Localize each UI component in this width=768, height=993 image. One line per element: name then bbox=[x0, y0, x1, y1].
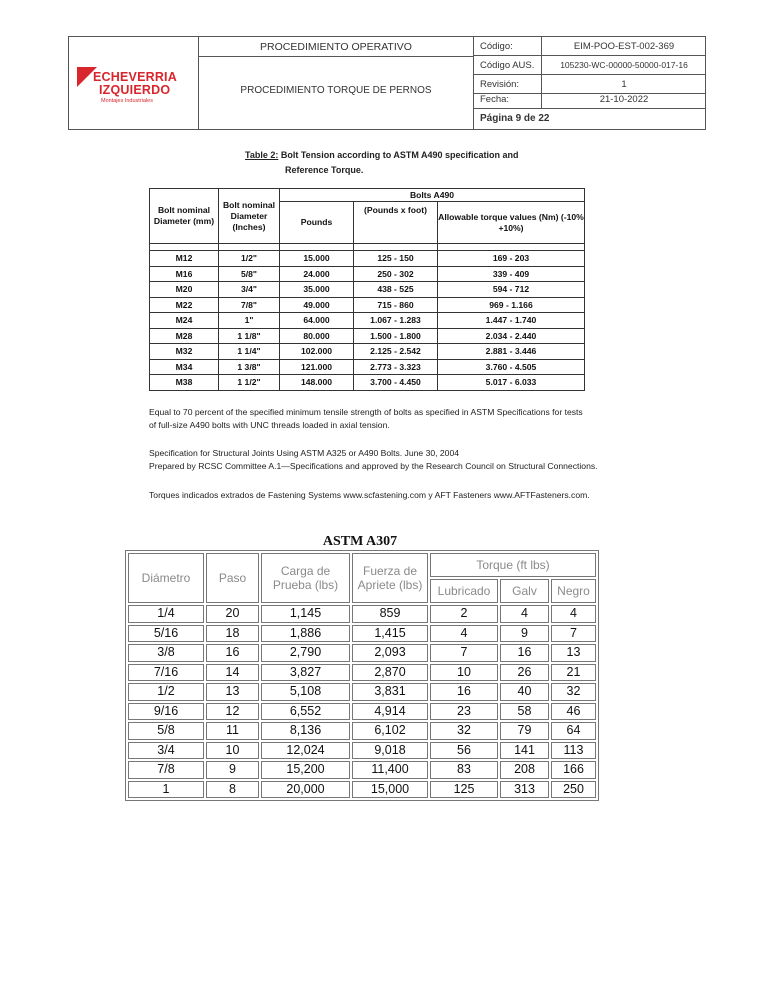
cell-paso: 9 bbox=[206, 761, 259, 779]
cell-fuerza: 9,018 bbox=[352, 742, 428, 760]
table-row bbox=[128, 742, 596, 760]
cell-paso: 10 bbox=[206, 742, 259, 760]
logo-text-line2: IZQUIERDO bbox=[99, 83, 171, 97]
cell-diametro: 1 bbox=[128, 781, 204, 799]
note-tensile-line1: Equal to 70 percent of the specified minimum tensile strength of bolts as specified in ASTM Specifications for tests bbox=[149, 407, 583, 417]
cell-negro: 7 bbox=[551, 625, 596, 643]
cell-diametro: 3/4 bbox=[128, 742, 204, 760]
cell-inches: 5/8" bbox=[219, 266, 280, 282]
cell-galv: 9 bbox=[500, 625, 549, 643]
cell-pounds-foot: 125 - 150 bbox=[354, 251, 438, 267]
cell-pounds: 64.000 bbox=[280, 313, 354, 329]
cell-paso: 11 bbox=[206, 722, 259, 740]
cell-lubricado: 16 bbox=[430, 683, 498, 701]
cell-diametro: 5/16 bbox=[128, 625, 204, 643]
cell-carga: 2,790 bbox=[261, 644, 350, 662]
cell-diametro: 9/16 bbox=[128, 703, 204, 721]
code-label: Código: bbox=[474, 37, 542, 56]
table-row bbox=[150, 282, 585, 298]
table-row bbox=[128, 781, 596, 799]
cell-mm: M22 bbox=[150, 297, 219, 313]
cell-galv: 141 bbox=[500, 742, 549, 760]
cell-negro: 4 bbox=[551, 605, 596, 623]
table-row bbox=[150, 266, 585, 282]
cell-fuerza: 3,831 bbox=[352, 683, 428, 701]
cell-negro: 13 bbox=[551, 644, 596, 662]
table-row bbox=[128, 683, 596, 701]
cell-negro: 113 bbox=[551, 742, 596, 760]
cell-allowable-torque: 2.881 - 3.446 bbox=[438, 344, 585, 360]
cell-pounds-foot: 2.125 - 2.542 bbox=[354, 344, 438, 360]
cell-carga: 1,886 bbox=[261, 625, 350, 643]
cell-fuerza: 11,400 bbox=[352, 761, 428, 779]
cell-galv: 4 bbox=[500, 605, 549, 623]
cell-diametro: 7/16 bbox=[128, 664, 204, 682]
table2-caption-label: Table 2: bbox=[245, 150, 279, 160]
cell-galv: 58 bbox=[500, 703, 549, 721]
cell-galv: 79 bbox=[500, 722, 549, 740]
cell-negro: 32 bbox=[551, 683, 596, 701]
cell-mm: M34 bbox=[150, 359, 219, 375]
cell-negro: 21 bbox=[551, 664, 596, 682]
table-row bbox=[150, 251, 585, 267]
header-torque: Torque (ft lbs) bbox=[430, 553, 596, 577]
logo-text-line1: ECHEVERRIA bbox=[93, 70, 177, 84]
cell-inches: 1 1/4" bbox=[219, 344, 280, 360]
table-row bbox=[150, 359, 585, 375]
cell-galv: 40 bbox=[500, 683, 549, 701]
cell-diametro: 1/4 bbox=[128, 605, 204, 623]
cell-pounds-foot: 1.500 - 1.800 bbox=[354, 328, 438, 344]
header-pounds-foot: (Pounds x foot) bbox=[354, 202, 438, 244]
header-diametro: Diámetro bbox=[128, 553, 204, 603]
table-a307 bbox=[125, 550, 599, 801]
cell-mm: M12 bbox=[150, 251, 219, 267]
cell-allowable-torque: 2.034 - 2.440 bbox=[438, 328, 585, 344]
header-bolts-a490: Bolts A490 bbox=[280, 189, 585, 202]
cell-lubricado: 56 bbox=[430, 742, 498, 760]
cell-paso: 12 bbox=[206, 703, 259, 721]
table-a490 bbox=[149, 188, 585, 391]
cell-inches: 3/4" bbox=[219, 282, 280, 298]
cell-pounds-foot: 3.700 - 4.450 bbox=[354, 375, 438, 391]
table-row bbox=[128, 625, 596, 643]
note-spec-line2: Prepared by RCSC Committee A.1—Specifications and approved by the Research Council on Structural Connections. bbox=[149, 461, 598, 471]
header-bolt-mm: Bolt nominal Diameter (mm) bbox=[150, 189, 219, 244]
a307-title: ASTM A307 bbox=[322, 534, 398, 549]
cell-galv: 313 bbox=[500, 781, 549, 799]
table-row bbox=[128, 644, 596, 662]
cell-diametro: 7/8 bbox=[128, 761, 204, 779]
cell-allowable-torque: 594 - 712 bbox=[438, 282, 585, 298]
cell-pounds: 102.000 bbox=[280, 344, 354, 360]
date-label: Fecha: bbox=[474, 90, 542, 109]
cell-fuerza: 6,102 bbox=[352, 722, 428, 740]
cell-carga: 6,552 bbox=[261, 703, 350, 721]
cell-allowable-torque: 5.017 - 6.033 bbox=[438, 375, 585, 391]
cell-allowable-torque: 969 - 1.166 bbox=[438, 297, 585, 313]
cell-mm: M32 bbox=[150, 344, 219, 360]
cell-diametro: 1/2 bbox=[128, 683, 204, 701]
note-tensile bbox=[149, 406, 669, 432]
cell-fuerza: 2,093 bbox=[352, 644, 428, 662]
cell-lubricado: 7 bbox=[430, 644, 498, 662]
cell-negro: 250 bbox=[551, 781, 596, 799]
cell-diametro: 3/8 bbox=[128, 644, 204, 662]
document-title: PROCEDIMIENTO TORQUE DE PERNOS bbox=[199, 57, 474, 129]
header-galv: Galv bbox=[500, 579, 549, 603]
cell-carga: 3,827 bbox=[261, 664, 350, 682]
cell-pounds: 15.000 bbox=[280, 251, 354, 267]
cell-allowable-torque: 339 - 409 bbox=[438, 266, 585, 282]
cell-pounds-foot: 2.773 - 3.323 bbox=[354, 359, 438, 375]
cell-pounds: 121.000 bbox=[280, 359, 354, 375]
revision-label: Revisión: bbox=[474, 75, 542, 94]
cell-fuerza: 4,914 bbox=[352, 703, 428, 721]
cell-inches: 1/2" bbox=[219, 251, 280, 267]
company-logo bbox=[69, 37, 199, 129]
header-allowable-torque: Allowable torque values (Nm) (-10% +10%) bbox=[438, 202, 585, 244]
code-value: EIM-POO-EST-002-369 bbox=[542, 37, 706, 56]
cell-carga: 20,000 bbox=[261, 781, 350, 799]
cell-galv: 208 bbox=[500, 761, 549, 779]
cell-negro: 166 bbox=[551, 761, 596, 779]
table-row bbox=[128, 664, 596, 682]
table-row bbox=[128, 605, 596, 623]
table-row bbox=[150, 344, 585, 360]
date-value: 21-10-2022 bbox=[542, 90, 706, 109]
table-row bbox=[150, 297, 585, 313]
header-bolt-inches: Bolt nominal Diameter (Inches) bbox=[219, 189, 280, 244]
cell-fuerza: 1,415 bbox=[352, 625, 428, 643]
table-row bbox=[128, 761, 596, 779]
cell-lubricado: 83 bbox=[430, 761, 498, 779]
cell-pounds: 24.000 bbox=[280, 266, 354, 282]
cell-paso: 18 bbox=[206, 625, 259, 643]
cell-pounds-foot: 1.067 - 1.283 bbox=[354, 313, 438, 329]
cell-pounds-foot: 250 - 302 bbox=[354, 266, 438, 282]
cell-inches: 1" bbox=[219, 313, 280, 329]
logo-tagline: Montajes Industriales bbox=[101, 98, 153, 104]
table-row bbox=[150, 375, 585, 391]
cell-diametro: 5/8 bbox=[128, 722, 204, 740]
header-carga: Carga de Prueba (lbs) bbox=[261, 553, 350, 603]
cell-mm: M24 bbox=[150, 313, 219, 329]
document-header bbox=[68, 36, 706, 130]
cell-lubricado: 2 bbox=[430, 605, 498, 623]
cell-negro: 64 bbox=[551, 722, 596, 740]
cell-paso: 16 bbox=[206, 644, 259, 662]
cell-mm: M16 bbox=[150, 266, 219, 282]
cell-inches: 1 1/8" bbox=[219, 328, 280, 344]
aus-code-value: 105230-WC-00000-50000-017-16 bbox=[542, 56, 706, 75]
cell-inches: 1 1/2" bbox=[219, 375, 280, 391]
cell-galv: 26 bbox=[500, 664, 549, 682]
cell-pounds: 49.000 bbox=[280, 297, 354, 313]
header-lubricado: Lubricado bbox=[430, 579, 498, 603]
cell-paso: 13 bbox=[206, 683, 259, 701]
aus-code-label: Código AUS. bbox=[474, 56, 542, 75]
cell-pounds: 35.000 bbox=[280, 282, 354, 298]
cell-paso: 14 bbox=[206, 664, 259, 682]
cell-paso: 20 bbox=[206, 605, 259, 623]
cell-pounds-foot: 438 - 525 bbox=[354, 282, 438, 298]
header-negro: Negro bbox=[551, 579, 596, 603]
cell-fuerza: 859 bbox=[352, 605, 428, 623]
header-paso: Paso bbox=[206, 553, 259, 603]
cell-paso: 8 bbox=[206, 781, 259, 799]
cell-carga: 15,200 bbox=[261, 761, 350, 779]
revision-value: 1 bbox=[542, 75, 706, 94]
document-type: PROCEDIMIENTO OPERATIVO bbox=[199, 37, 474, 57]
page-number: Página 9 de 22 bbox=[480, 113, 550, 124]
cell-carga: 8,136 bbox=[261, 722, 350, 740]
cell-lubricado: 4 bbox=[430, 625, 498, 643]
cell-allowable-torque: 3.760 - 4.505 bbox=[438, 359, 585, 375]
table2-caption-text: Bolt Tension according to ASTM A490 specification and bbox=[280, 150, 519, 160]
cell-pounds: 148.000 bbox=[280, 375, 354, 391]
table2-caption-text2: Reference Torque. bbox=[285, 165, 364, 175]
table-row bbox=[128, 722, 596, 740]
cell-allowable-torque: 169 - 203 bbox=[438, 251, 585, 267]
cell-carga: 12,024 bbox=[261, 742, 350, 760]
cell-lubricado: 32 bbox=[430, 722, 498, 740]
note-spec-line1: Specification for Structural Joints Using ASTM A325 or A490 Bolts. June 30, 2004 bbox=[149, 448, 460, 458]
cell-pounds: 80.000 bbox=[280, 328, 354, 344]
cell-fuerza: 2,870 bbox=[352, 664, 428, 682]
cell-lubricado: 23 bbox=[430, 703, 498, 721]
cell-mm: M28 bbox=[150, 328, 219, 344]
table2-caption bbox=[245, 148, 555, 178]
table-row bbox=[150, 313, 585, 329]
cell-inches: 1 3/8" bbox=[219, 359, 280, 375]
table-row bbox=[128, 703, 596, 721]
note-tensile-line2: of full-size A490 bolts with UNC threads loaded in axial tension. bbox=[149, 420, 390, 430]
cell-allowable-torque: 1.447 - 1.740 bbox=[438, 313, 585, 329]
cell-lubricado: 125 bbox=[430, 781, 498, 799]
cell-inches: 7/8" bbox=[219, 297, 280, 313]
header-pounds: Pounds bbox=[280, 202, 354, 244]
header-fuerza: Fuerza de Apriete (lbs) bbox=[352, 553, 428, 603]
cell-pounds-foot: 715 - 860 bbox=[354, 297, 438, 313]
cell-carga: 5,108 bbox=[261, 683, 350, 701]
note-source: Torques indicados extrados de Fastening Systems www.scfastening.com y AFT Fasteners www.AFTFasteners.com. bbox=[149, 490, 590, 500]
table-row bbox=[150, 328, 585, 344]
cell-galv: 16 bbox=[500, 644, 549, 662]
cell-fuerza: 15,000 bbox=[352, 781, 428, 799]
note-spec bbox=[149, 447, 669, 473]
cell-mm: M38 bbox=[150, 375, 219, 391]
cell-carga: 1,145 bbox=[261, 605, 350, 623]
cell-negro: 46 bbox=[551, 703, 596, 721]
cell-mm: M20 bbox=[150, 282, 219, 298]
cell-lubricado: 10 bbox=[430, 664, 498, 682]
